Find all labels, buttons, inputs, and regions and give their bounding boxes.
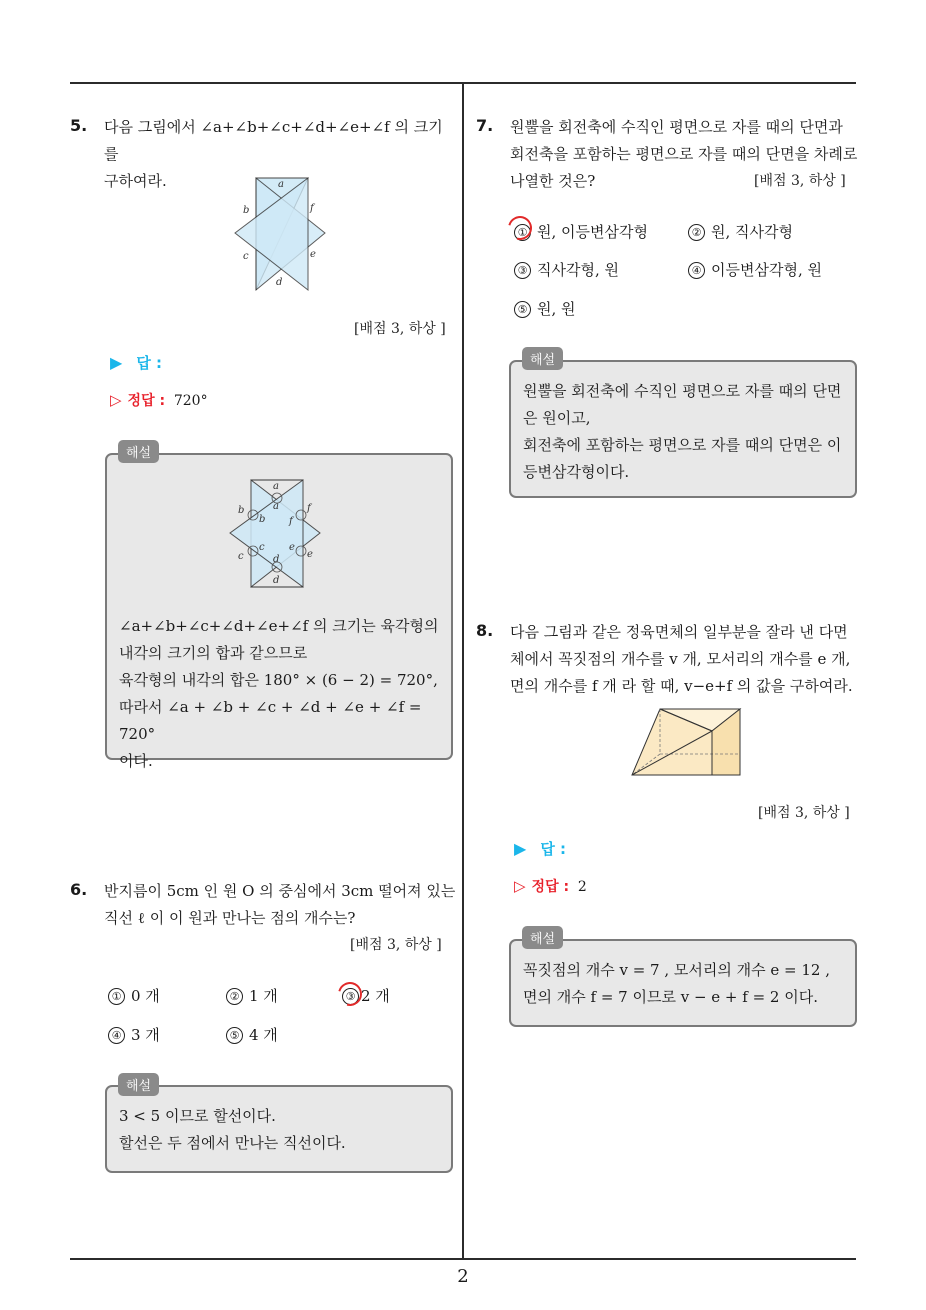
triangle-outline-icon: ▷ <box>514 877 526 895</box>
explanation-line: 면의 개수 f = 7 이므로 v − e + f = 2 이다. <box>523 988 818 1006</box>
question-text <box>104 878 456 932</box>
play-icon: ▶ <box>110 353 123 372</box>
bottom-rule <box>70 1258 856 1260</box>
label-a-inner: a <box>273 501 279 512</box>
answer-row <box>514 838 566 859</box>
question-number: 5. <box>70 116 88 135</box>
explanation-line: 원뿔을 회전축에 수직인 평면으로 자를 때의 단면 <box>523 382 842 400</box>
option-text: 0 개 <box>131 987 160 1005</box>
points-info: [배점 3, 하상 ] <box>354 321 446 337</box>
option-text: 원, 직사각형 <box>711 223 793 241</box>
points-info: [배점 3, 하상 ] <box>754 173 846 189</box>
explanation-line: 꼭짓점의 개수 v = 7 , 모서리의 개수 e = 12 , <box>523 961 830 979</box>
option-mark: ④ <box>688 262 705 279</box>
option-text: 원, 이등변삼각형 <box>537 223 648 241</box>
option-text: 1 개 <box>249 987 278 1005</box>
cut-cube-figure <box>628 704 746 780</box>
option-mark: ⑤ <box>226 1027 243 1044</box>
label-c: c <box>238 551 244 562</box>
label-f: f <box>307 503 311 514</box>
question-line: 직선 ℓ 이 이 원과 만나는 점의 개수는? <box>104 909 356 927</box>
option-text: 이등변삼각형, 원 <box>711 261 822 279</box>
option-1[interactable] <box>108 985 160 1006</box>
label-d: d <box>276 277 283 288</box>
option-4[interactable] <box>108 1024 160 1045</box>
correct-value: 2 <box>577 879 587 895</box>
label-e-inner: e <box>289 542 295 553</box>
option-5[interactable] <box>226 1024 278 1045</box>
star-hexagon-solution-figure <box>225 477 325 592</box>
label-b: b <box>243 205 250 216</box>
option-mark: ① <box>514 224 531 241</box>
label-b-inner: b <box>259 514 266 525</box>
question-line: 구하여라. <box>104 172 167 190</box>
option-2[interactable] <box>688 221 793 242</box>
points-info: [배점 3, 하상 ] <box>758 805 850 821</box>
label-e: e <box>310 249 316 260</box>
option-4[interactable] <box>688 259 822 280</box>
points-info: [배점 3, 하상 ] <box>350 937 442 953</box>
explanation-line: 내각의 크기의 합과 같으므로 <box>119 644 308 662</box>
option-5[interactable] <box>514 298 576 319</box>
question-line: 회전축을 포함하는 평면으로 자를 때의 단면을 차례로 <box>510 145 858 163</box>
option-1[interactable] <box>514 221 648 242</box>
question-line: 반지름이 5cm 인 원 O 의 중심에서 3cm 떨어져 있는 <box>104 882 456 900</box>
explanation-text <box>523 957 853 1011</box>
label-a: a <box>273 481 279 492</box>
question-text <box>510 619 860 700</box>
option-mark: ① <box>108 988 125 1005</box>
label-c-inner: c <box>259 542 265 553</box>
question-line: 다음 그림에서 ∠a+∠b+∠c+∠d+∠e+∠f 의 크기를 <box>104 118 443 163</box>
explanation-box <box>105 453 453 770</box>
option-mark: ② <box>688 224 705 241</box>
star-hexagon-figure <box>230 175 330 293</box>
explanation-text <box>119 1103 449 1157</box>
option-mark: ⑤ <box>514 301 531 318</box>
question-line: 다음 그림과 같은 정육면체의 일부분을 잘라 낸 다면 <box>510 623 848 641</box>
explanation-line: 회전축에 포함하는 평면으로 자를 때의 단면은 이 <box>523 436 842 454</box>
answer-label: 답 : <box>136 354 163 372</box>
option-2[interactable] <box>226 985 278 1006</box>
column-divider <box>462 83 464 1259</box>
correct-label: 정답 : <box>531 879 570 895</box>
option-3[interactable] <box>514 259 619 280</box>
answer-row <box>110 352 162 373</box>
explanation-tab: 해설 <box>118 1073 159 1096</box>
option-mark: ② <box>226 988 243 1005</box>
explanation-line: 등변삼각형이다. <box>523 463 630 481</box>
explanation-line: 3 < 5 이므로 할선이다. <box>119 1107 276 1125</box>
page-number: 2 <box>457 1266 469 1287</box>
question-number: 8. <box>476 621 494 640</box>
option-text: 4 개 <box>249 1026 278 1044</box>
option-mark: ③ <box>514 262 531 279</box>
label-d-inner: d <box>273 554 280 565</box>
explanation-line: 육각형의 내각의 합은 180° × (6 − 2) = 720°, <box>119 671 438 689</box>
question-line: 원뿔을 회전축에 수직인 평면으로 자를 때의 단면과 <box>510 118 843 136</box>
label-f: f <box>310 203 314 214</box>
explanation-box <box>509 360 857 498</box>
triangle-outline-icon: ▷ <box>110 391 122 409</box>
option-text: 직사각형, 원 <box>537 261 619 279</box>
explanation-tab: 해설 <box>522 347 563 370</box>
play-icon: ▶ <box>514 839 527 858</box>
label-a: a <box>278 179 284 190</box>
explanation-tab: 해설 <box>118 440 159 463</box>
option-text: 3 개 <box>131 1026 160 1044</box>
option-mark: ③ <box>342 988 359 1005</box>
question-line: 나열한 것은? <box>510 172 596 190</box>
question-line: 면의 개수를 f 개 라 할 때, v−e+f 의 값을 구하여라. <box>510 677 853 695</box>
explanation-line: 따라서 ∠a + ∠b + ∠c + ∠d + ∠e + ∠f = 720° <box>119 698 422 743</box>
label-e: e <box>307 549 313 560</box>
label-c: c <box>243 251 249 262</box>
label-d: d <box>273 575 280 586</box>
explanation-line: ∠a+∠b+∠c+∠d+∠e+∠f 의 크기는 육각형의 <box>119 617 439 635</box>
correct-answer-row <box>110 390 208 410</box>
question-number: 6. <box>70 880 88 899</box>
explanation-line: 이다. <box>119 752 153 770</box>
explanation-tab: 해설 <box>522 926 563 949</box>
explanation-text <box>119 613 449 775</box>
option-mark: ④ <box>108 1027 125 1044</box>
explanation-text <box>523 378 853 486</box>
explanation-line: 할선은 두 점에서 만나는 직선이다. <box>119 1134 346 1152</box>
explanation-line: 은 원이고, <box>523 409 591 427</box>
correct-value: 720° <box>173 393 208 409</box>
question-line: 체에서 꼭짓점의 개수를 v 개, 모서리의 개수를 e 개, <box>510 650 851 668</box>
explanation-box <box>105 1085 453 1173</box>
question-number: 7. <box>476 116 494 135</box>
option-text: 원, 원 <box>537 300 576 318</box>
correct-answer-row <box>514 876 587 896</box>
label-f-inner: f <box>289 516 293 527</box>
answer-label: 답 : <box>540 840 567 858</box>
label-b: b <box>238 505 245 516</box>
option-text: 2 개 <box>361 987 390 1005</box>
explanation-box <box>509 939 857 1027</box>
correct-label: 정답 : <box>127 393 166 409</box>
